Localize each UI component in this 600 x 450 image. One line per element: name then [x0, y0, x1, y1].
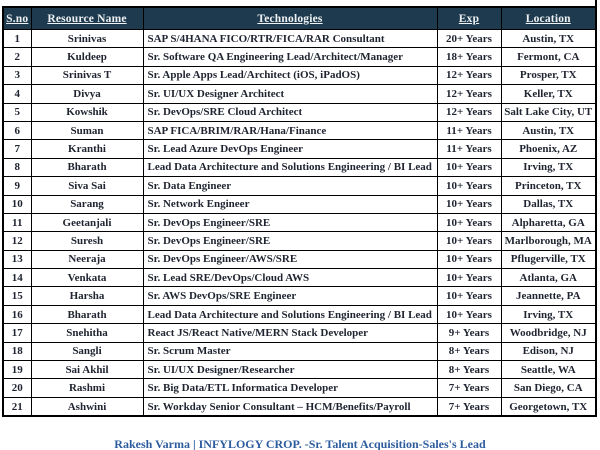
cell-name: Snehitha [31, 324, 143, 342]
cell-tech: SAP S/4HANA FICO/RTR/FICA/RAR Consultant [143, 30, 437, 48]
table-row [3, 85, 596, 103]
cell-name: Bharath [31, 158, 143, 176]
cell-name: Ashwini [31, 397, 143, 416]
table-row [3, 397, 596, 416]
cell-tech: Lead Data Architecture and Solutions Engineering / BI Lead [143, 158, 437, 176]
cell-sno: 20 [3, 379, 31, 397]
cell-exp: 10+ Years [437, 287, 501, 305]
cell-sno: 2 [3, 48, 31, 66]
cell-sno: 4 [3, 85, 31, 103]
cell-exp: 12+ Years [437, 66, 501, 84]
column-header-tech: Technologies [143, 7, 437, 30]
cell-name: Suresh [31, 232, 143, 250]
cell-exp: 12+ Years [437, 85, 501, 103]
table-row [3, 195, 596, 213]
column-header-exp: Exp [437, 7, 501, 30]
cell-tech: Sr. DevOps/SRE Cloud Architect [143, 103, 437, 121]
cell-location: Fermont, CA [501, 48, 596, 66]
cell-sno: 6 [3, 121, 31, 139]
cell-name: Neeraja [31, 250, 143, 268]
column-header-name: Resource Name [31, 7, 143, 30]
cell-exp: 10+ Years [437, 158, 501, 176]
table-row [3, 177, 596, 195]
cell-name: Siva Sai [31, 177, 143, 195]
cell-location: San Diego, CA [501, 379, 596, 397]
cell-sno: 21 [3, 397, 31, 416]
cell-name: Kranthi [31, 140, 143, 158]
cell-location: Atlanta, GA [501, 269, 596, 287]
cell-name: Divya [31, 85, 143, 103]
cell-location: Princeton, TX [501, 177, 596, 195]
cell-location: Marlborough, MA [501, 232, 596, 250]
header-row [3, 7, 596, 30]
cell-sno: 15 [3, 287, 31, 305]
cell-tech: Sr. Network Engineer [143, 195, 437, 213]
cell-sno: 14 [3, 269, 31, 287]
cell-name: Harsha [31, 287, 143, 305]
table-row [3, 324, 596, 342]
table-row [3, 269, 596, 287]
cell-sno: 19 [3, 361, 31, 379]
cell-tech: Sr. Scrum Master [143, 342, 437, 360]
cell-name: Geetanjali [31, 213, 143, 231]
cell-exp: 20+ Years [437, 30, 501, 48]
table-row [3, 361, 596, 379]
cell-name: Sangli [31, 342, 143, 360]
cell-sno: 18 [3, 342, 31, 360]
cell-exp: 10+ Years [437, 269, 501, 287]
cell-location: Irving, TX [501, 158, 596, 176]
cell-location: Alpharetta, GA [501, 213, 596, 231]
table-header [3, 7, 596, 30]
cell-tech: Sr. Software QA Engineering Lead/Architect/Manager [143, 48, 437, 66]
cell-sno: 8 [3, 158, 31, 176]
cell-location: Salt Lake City, UT [501, 103, 596, 121]
cell-location: Phoenix, AZ [501, 140, 596, 158]
cell-sno: 16 [3, 305, 31, 323]
table-row [3, 158, 596, 176]
cell-name: Sai Akhil [31, 361, 143, 379]
cell-exp: 10+ Years [437, 250, 501, 268]
cell-tech: Sr. Apple Apps Lead/Architect (iOS, iPadOS) [143, 66, 437, 84]
cell-tech: Sr. DevOps Engineer/SRE [143, 232, 437, 250]
table-row [3, 287, 596, 305]
cell-tech: Sr. AWS DevOps/SRE Engineer [143, 287, 437, 305]
table-row [3, 305, 596, 323]
cell-name: Venkata [31, 269, 143, 287]
table-row [3, 140, 596, 158]
table-row [3, 66, 596, 84]
cell-sno: 12 [3, 232, 31, 250]
cell-location: Woodbridge, NJ [501, 324, 596, 342]
cell-sno: 5 [3, 103, 31, 121]
cell-exp: 10+ Years [437, 213, 501, 231]
cell-location: Pflugerville, TX [501, 250, 596, 268]
cell-exp: 7+ Years [437, 379, 501, 397]
cell-exp: 10+ Years [437, 305, 501, 323]
cell-name: Sarang [31, 195, 143, 213]
table-row [3, 30, 596, 48]
cell-location: Georgetown, TX [501, 397, 596, 416]
column-header-sno: S.no [3, 7, 31, 30]
cell-sno: 13 [3, 250, 31, 268]
cell-exp: 18+ Years [437, 48, 501, 66]
table-row [3, 379, 596, 397]
cell-tech: Sr. Data Engineer [143, 177, 437, 195]
cell-location: Edison, NJ [501, 342, 596, 360]
cell-name: Kuldeep [31, 48, 143, 66]
table-row [3, 103, 596, 121]
table-row [3, 121, 596, 139]
cell-exp: 8+ Years [437, 342, 501, 360]
cell-name: Kowshik [31, 103, 143, 121]
table-row [3, 250, 596, 268]
cell-sno: 7 [3, 140, 31, 158]
cell-sno: 9 [3, 177, 31, 195]
cell-exp: 11+ Years [437, 140, 501, 158]
cell-location: Prosper, TX [501, 66, 596, 84]
cell-tech: Sr. UI/UX Designer Architect [143, 85, 437, 103]
cell-tech: Sr. DevOps Engineer/AWS/SRE [143, 250, 437, 268]
table-row [3, 48, 596, 66]
cell-exp: 7+ Years [437, 397, 501, 416]
cell-exp: 12+ Years [437, 103, 501, 121]
cell-name: Rashmi [31, 379, 143, 397]
cell-location: Austin, TX [501, 30, 596, 48]
cell-sno: 10 [3, 195, 31, 213]
cell-name: Srinivas T [31, 66, 143, 84]
cell-location: Seattle, WA [501, 361, 596, 379]
cell-sno: 1 [3, 30, 31, 48]
cell-sno: 11 [3, 213, 31, 231]
cell-sno: 3 [3, 66, 31, 84]
cell-name: Suman [31, 121, 143, 139]
cell-exp: 8+ Years [437, 361, 501, 379]
table-row [3, 213, 596, 231]
cell-location: Irving, TX [501, 305, 596, 323]
footer-credit: Rakesh Varma | INFYLOGY CROP. -Sr. Talent Acquisition-Sales's Lead [114, 437, 486, 450]
cell-name: Bharath [31, 305, 143, 323]
cell-exp: 10+ Years [437, 232, 501, 250]
cell-tech: SAP FICA/BRIM/RAR/Hana/Finance [143, 121, 437, 139]
cell-sno: 17 [3, 324, 31, 342]
cell-exp: 10+ Years [437, 177, 501, 195]
column-header-location: Location [501, 7, 596, 30]
cell-name: Srinivas [31, 30, 143, 48]
cell-exp: 11+ Years [437, 121, 501, 139]
resource-table-body [3, 30, 596, 417]
cell-tech: React JS/React Native/MERN Stack Developer [143, 324, 437, 342]
cell-tech: Sr. Workday Senior Consultant – HCM/Benefits/Payroll [143, 397, 437, 416]
cell-location: Austin, TX [501, 121, 596, 139]
table-row [3, 342, 596, 360]
cell-tech: Lead Data Architecture and Solutions Engineering / BI Lead [143, 305, 437, 323]
cell-tech: Sr. DevOps Engineer/SRE [143, 213, 437, 231]
cell-tech: Sr. Big Data/ETL Informatica Developer [143, 379, 437, 397]
cell-exp: 10+ Years [437, 195, 501, 213]
cell-location: Jeannette, PA [501, 287, 596, 305]
cell-location: Keller, TX [501, 85, 596, 103]
cell-exp: 9+ Years [437, 324, 501, 342]
resource-table [2, 6, 597, 417]
cell-location: Dallas, TX [501, 195, 596, 213]
cell-tech: Sr. UI/UX Designer/Researcher [143, 361, 437, 379]
table-row [3, 232, 596, 250]
cell-tech: Sr. Lead SRE/DevOps/Cloud AWS [143, 269, 437, 287]
cell-tech: Sr. Lead Azure DevOps Engineer [143, 140, 437, 158]
